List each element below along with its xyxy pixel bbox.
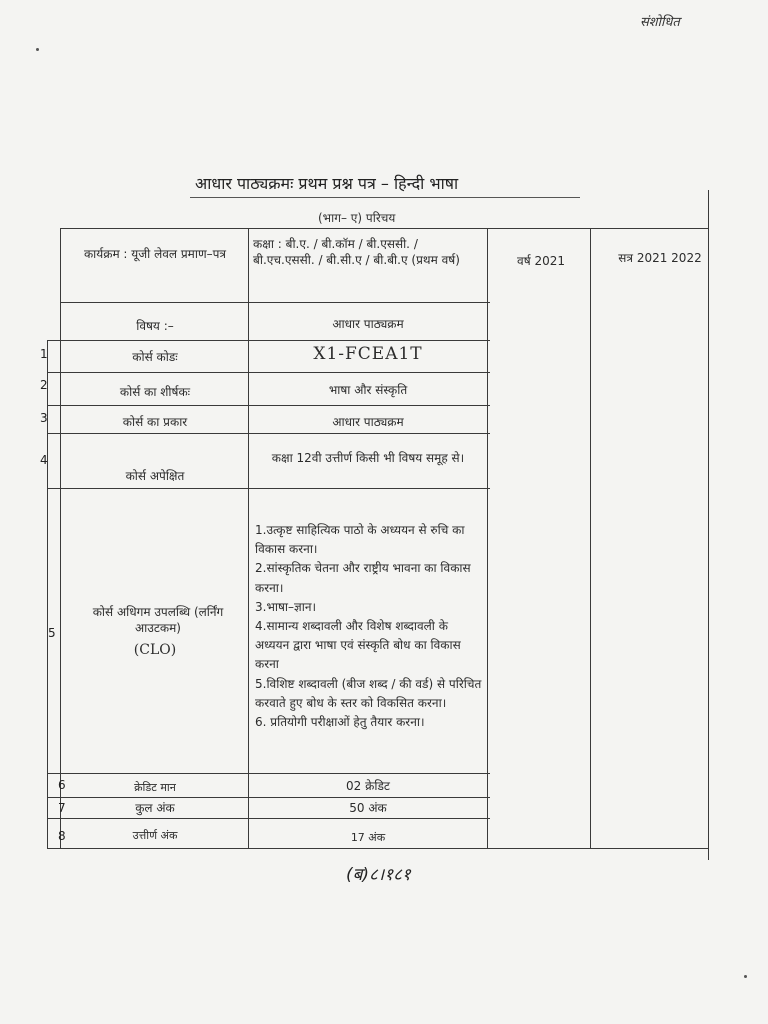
list-item: 2.सांस्कृतिक चेतना और राष्ट्रीय भावना का विकास करना। bbox=[255, 561, 471, 595]
row-number: 3 bbox=[40, 411, 48, 425]
row-number: 6 bbox=[58, 778, 66, 792]
total-marks-value: 50 अंक bbox=[349, 801, 387, 815]
course-title-label: कोर्स का शीर्षकः bbox=[119, 385, 191, 399]
total-marks-label: कुल अंक bbox=[135, 801, 175, 815]
row-number: 1 bbox=[40, 347, 48, 361]
session-value: सत्र 2021 2022 bbox=[618, 251, 702, 265]
course-code-value: X1-FCEA1T bbox=[313, 344, 423, 364]
row-number: 2 bbox=[40, 378, 48, 392]
table-border-left bbox=[60, 228, 61, 848]
page-title: आधार पाठ्यक्रमः प्रथम प्रश्न पत्र – हिन्दी भाषा bbox=[195, 174, 459, 193]
list-item: 6. प्रतियोगी परीक्षाओं हेतु तैयार करना। bbox=[255, 715, 425, 730]
course-code-label: कोर्स कोडः bbox=[132, 350, 178, 364]
row-divider bbox=[47, 488, 490, 489]
list-item: 4.सामान्य शब्दावली और विशेष शब्दावली के अध्ययन द्वारा भाषा एवं संस्कृति बोध का विकास करना bbox=[255, 619, 461, 672]
list-item: 3.भाषा–ज्ञान। bbox=[255, 599, 317, 614]
learning-outcome-label: कोर्स अधिगम उपलब्धि (लर्निंग आउटकम) bbox=[92, 605, 224, 635]
handwritten-signature: (ब)८।१८१ bbox=[346, 865, 411, 885]
passing-marks-value: 17 अंक bbox=[350, 831, 386, 844]
row-divider bbox=[47, 433, 490, 434]
scan-speck bbox=[744, 975, 747, 978]
row-number: 7 bbox=[58, 801, 66, 815]
course-type-label: कोर्स का प्रकार bbox=[122, 415, 188, 429]
class-value: कक्षा : बी.ए. / बी.कॉम / बी.एससी. / बी.एच.एससी. / बी.सी.ए / बी.बी.ए (प्रथम वर्ष) bbox=[253, 237, 460, 267]
table-divider-value bbox=[487, 228, 488, 848]
title-divider bbox=[190, 197, 580, 198]
row-divider bbox=[60, 302, 490, 303]
row-divider bbox=[47, 773, 490, 774]
row-divider bbox=[47, 340, 490, 341]
learning-outcomes-list bbox=[255, 521, 483, 732]
table-divider-label bbox=[248, 228, 249, 848]
subject-value: आधार पाठ्यक्रम bbox=[332, 317, 404, 331]
list-item: 5.विशिष्ट शब्दावली (बीज शब्द / की वर्ड) से परिचित करवाते हुए बोध के स्तर को विकसित करना। bbox=[255, 676, 482, 710]
section-subtitle: (भाग– ए) परिचय bbox=[318, 211, 396, 225]
scan-speck bbox=[36, 48, 39, 51]
credit-label: क्रेडिट मान bbox=[134, 781, 176, 794]
row-divider bbox=[47, 372, 490, 373]
table-border-right bbox=[708, 190, 709, 860]
credit-value: 02 क्रेडिट bbox=[346, 779, 390, 793]
course-prerequisite-label: कोर्स अपेक्षित bbox=[125, 469, 185, 483]
programme-label: कार्यक्रम : यूजी लेवल प्रमाण–पत्र bbox=[83, 247, 227, 261]
row-number: 8 bbox=[58, 829, 66, 843]
year-value: वर्ष 2021 bbox=[517, 254, 565, 268]
table-border-bottom bbox=[47, 848, 708, 849]
passing-marks-label: उत्तीर्ण अंक bbox=[132, 829, 178, 842]
clo-label: (CLO) bbox=[133, 642, 177, 658]
row-number: 4 bbox=[40, 453, 48, 467]
row-number: 5 bbox=[48, 626, 56, 640]
course-title-value: भाषा और संस्कृति bbox=[328, 383, 408, 397]
revised-note: संशोधित bbox=[640, 15, 680, 30]
row-divider bbox=[47, 405, 490, 406]
row-divider bbox=[47, 818, 490, 819]
subject-label: विषय :– bbox=[136, 319, 174, 333]
row-divider bbox=[47, 797, 490, 798]
table-divider-year bbox=[590, 228, 591, 848]
course-type-value: आधार पाठ्यक्रम bbox=[332, 415, 404, 429]
course-prerequisite-value: कक्षा 12वी उत्तीर्ण किसी भी विषय समूह से। bbox=[271, 451, 465, 465]
list-item: 1.उत्कृष्ट साहित्यिक पाठो के अध्ययन से रुचि का विकास करना। bbox=[255, 523, 465, 557]
table-border-top bbox=[60, 228, 708, 229]
